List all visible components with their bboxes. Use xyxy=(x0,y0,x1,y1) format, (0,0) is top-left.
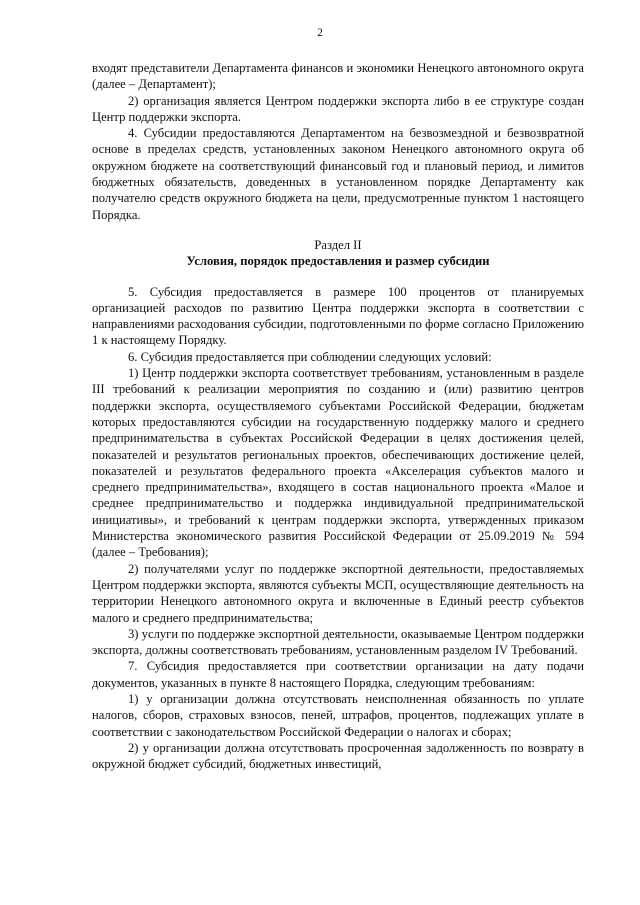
section-label: Раздел II xyxy=(314,237,362,252)
paragraph: 6. Субсидия предоставляется при соблюдении следующих условий: xyxy=(128,349,492,364)
paragraph: 5. Субсидия предоставляется в размере 100 процентов от планируемых организацией расходов по развитию Центра поддержки экспорта в соответствии с направлениями расходования субсидии, подготовленными по форме согласно Приложению 1 к настоящему Порядку. xyxy=(92,284,584,348)
paragraph: 7. Субсидия предоставляется при соответствии организации на дату подачи документов, указанных в пункте 8 настоящего Порядка, следующим требованиям: xyxy=(92,659,584,690)
page-number: 2 xyxy=(317,27,323,39)
paragraph: 2) у организации должна отсутствовать просроченная задолженность по возврату в окружной бюджет субсидий, бюджетных инвестиций, xyxy=(92,740,584,772)
section-title: Условия, порядок предоставления и размер субсидии xyxy=(186,254,490,269)
paragraph: 1) Центр поддержки экспорта соответствует требованиям, установленным в разделе III требований к реализации мероприятия по созданию и (или) развитию центров поддержки экспорта, осуществляемого субъектами Российской Федерации, бюджетам которых предоставляются субсидии на государственную поддержку малого и среднего предпринимательства в субъектах Российской Федерации в целях достижения целей, показателей и результатов региональных проектов, обеспечивающих достижение целей, показателей и результатов федерального проекта «Акселерация субъектов малого и среднего предпринимательства», входящего в состав национального проекта «Малое и среднее предпринимательство и поддержка индивидуальной предпринимательской инициативы», и требований к центрам поддержки экспорта, утвержденных приказом Министерства экономического развития Российской Федерации от 25.09.2019 № 594 (далее – Требования); xyxy=(92,366,584,560)
paragraph: входят представители Департамента финансов и экономики Ненецкого автономного округа (далее – Департамент); xyxy=(92,61,584,92)
paragraph: 2) получателями услуг по поддержке экспортной деятельности, предоставляемых Центром поддержки экспорта, являются субъекты МСП, осуществляющие деятельность на территории Ненецкого автономного округа и включенные в Единый реестр субъектов малого и среднего предпринимательства; xyxy=(92,561,584,625)
paragraph: 1) у организации должна отсутствовать неисполненная обязанность по уплате налогов, сборов, страховых взносов, пеней, штрафов, процентов, подлежащих уплате в соответствии с законодательством Российской Федерации о налогах и сборах; xyxy=(92,691,584,739)
document-body xyxy=(92,60,584,772)
paragraph: 4. Субсидии предоставляются Департаментом на безвозмездной и безвозвратной основе в пределах средств, установленных законом Ненецкого автономного округа об окружном бюджете на соответствующий финансовый год и плановый период, и лимитов бюджетных обязательств, доведенных в установленном порядке Департаменту как получателю средств окружного бюджета на цели, предусмотренные пунктом 1 настоящего Порядка. xyxy=(92,126,584,222)
paragraph: 3) услуги по поддержке экспортной деятельности, оказываемые Центром поддержки экспорта, должны соответствовать требованиям, установленным разделом IV Требований. xyxy=(92,626,584,658)
paragraph: 2) организация является Центром поддержки экспорта либо в ее структуре создан Центр поддержки экспорта. xyxy=(92,93,584,124)
